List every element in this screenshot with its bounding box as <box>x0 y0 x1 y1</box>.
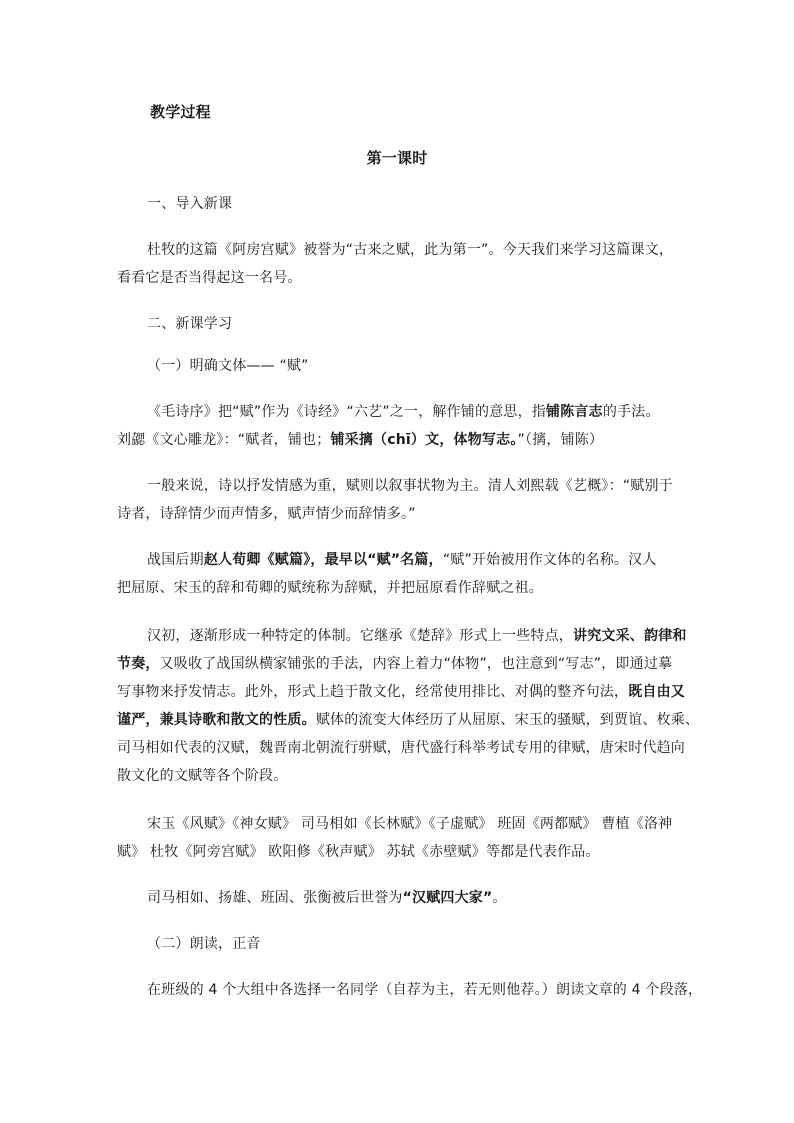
text-run: “赋”开始被用作文体的名称。汉人 <box>442 552 657 568</box>
bold-text-run: 赵人荀卿《赋篇》，最早以“赋”名篇， <box>203 552 443 568</box>
paragraph-line <box>117 654 687 674</box>
text-run: 的手法。 <box>602 404 660 420</box>
bold-text-run: 铺陈言志 <box>546 404 603 420</box>
text-run: 赋体的流变大体经历了从屈原、宋玉的骚赋，到贾谊、枚乘、 <box>315 712 700 728</box>
section-heading-intro: 一、导入新课 <box>147 196 233 212</box>
text-run: ”（摛，铺陈） <box>517 432 604 448</box>
text-run: 《毛诗序》把“赋”作为《诗经》“六艺”之一，解作铺的意思，指 <box>147 404 547 420</box>
paragraph-line: 散文化的文赋等各个阶段。 <box>117 768 288 784</box>
paragraph-line: 杜牧的这篇《阿房宫赋》被誉为“古来之赋，此为第一”。今天我们来学习这篇课文， <box>147 242 674 258</box>
text-run: 。 <box>492 890 507 906</box>
paragraph-line: 诗者，诗辞情少而声情多，赋声情少而辞情多。” <box>117 506 416 522</box>
text-run: 刘勰《文心雕龙》：“赋者，铺也； <box>117 432 331 448</box>
paragraph-line: 看看它是否当得起这一名号。 <box>117 270 302 286</box>
paragraph-line <box>147 402 717 422</box>
subsection-heading-reading: （二）朗读，正音 <box>147 936 261 952</box>
text-run: 汉初，逐渐形成一种特定的体制。它继承《楚辞》形式上一些特点， <box>147 628 573 644</box>
text-run: 又吸收了战国纵横家铺张的手法，内容上着力“体物”，也注意到“写志”，即通过摹 <box>159 656 673 672</box>
paragraph-line: 司马相如代表的汉赋，魏晋南北朝流行骈赋，唐代盛行科举考试专用的律赋，唐宋时代趋向 <box>117 740 685 756</box>
paragraph-line <box>147 550 717 570</box>
text-run: 战国后期 <box>147 552 204 568</box>
page-heading: 教学过程 <box>150 103 211 121</box>
subsection-heading-genre: （一）明确文体—— “赋” <box>147 358 309 374</box>
bold-text-run: 既自由又 <box>628 684 686 700</box>
paragraph-line: 赋》 杜牧《阿旁宫赋》 欧阳修《秋声赋》 苏轼《赤壁赋》等都是代表作品。 <box>117 844 600 860</box>
section-heading-new: 二、新课学习 <box>147 316 233 332</box>
text-run: 写事物来抒发情志。此外，形式上趋于散文化，经常使用排比、对偶的整齐句法， <box>117 684 629 700</box>
paragraph-line <box>117 710 700 730</box>
bold-text-run: 铺采摛（chī）文，体物写志。 <box>330 432 518 448</box>
bold-text-run: 讲究文采、韵律和 <box>573 628 687 644</box>
paragraph-line <box>147 626 717 646</box>
paragraph-line: 宋玉《风赋》《神女赋》 司马相如《长林赋》《子虚赋》 班固《两都赋》 曹植《洛神 <box>147 816 673 832</box>
paragraph-line: 在班级的 4 个大组中各选择一名同学（自荐为主，若无则他荐。）朗读文章的 4 个段落， <box>147 982 703 998</box>
bold-text-run: 节奏， <box>117 656 160 672</box>
paragraph-line <box>117 682 687 702</box>
paragraph-line: 一般来说，诗以抒发情感为重，赋则以叙事状物为主。清人刘熙载《艺概》：“赋别于 <box>147 478 673 494</box>
lesson-title: 第一课时 <box>366 149 428 167</box>
bold-text-run: 谨严，兼具诗歌和散文的性质。 <box>117 712 316 728</box>
paragraph-line: 把屈原、宋玉的辞和荀卿的赋统称为辞赋，并把屈原看作辞赋之祖。 <box>117 580 543 596</box>
bold-text-run: “汉赋四大家” <box>402 890 493 906</box>
paragraph-line <box>147 888 717 908</box>
paragraph-line <box>117 430 687 450</box>
text-run: 司马相如、扬雄、班固、张衡被后世誉为 <box>147 890 403 906</box>
